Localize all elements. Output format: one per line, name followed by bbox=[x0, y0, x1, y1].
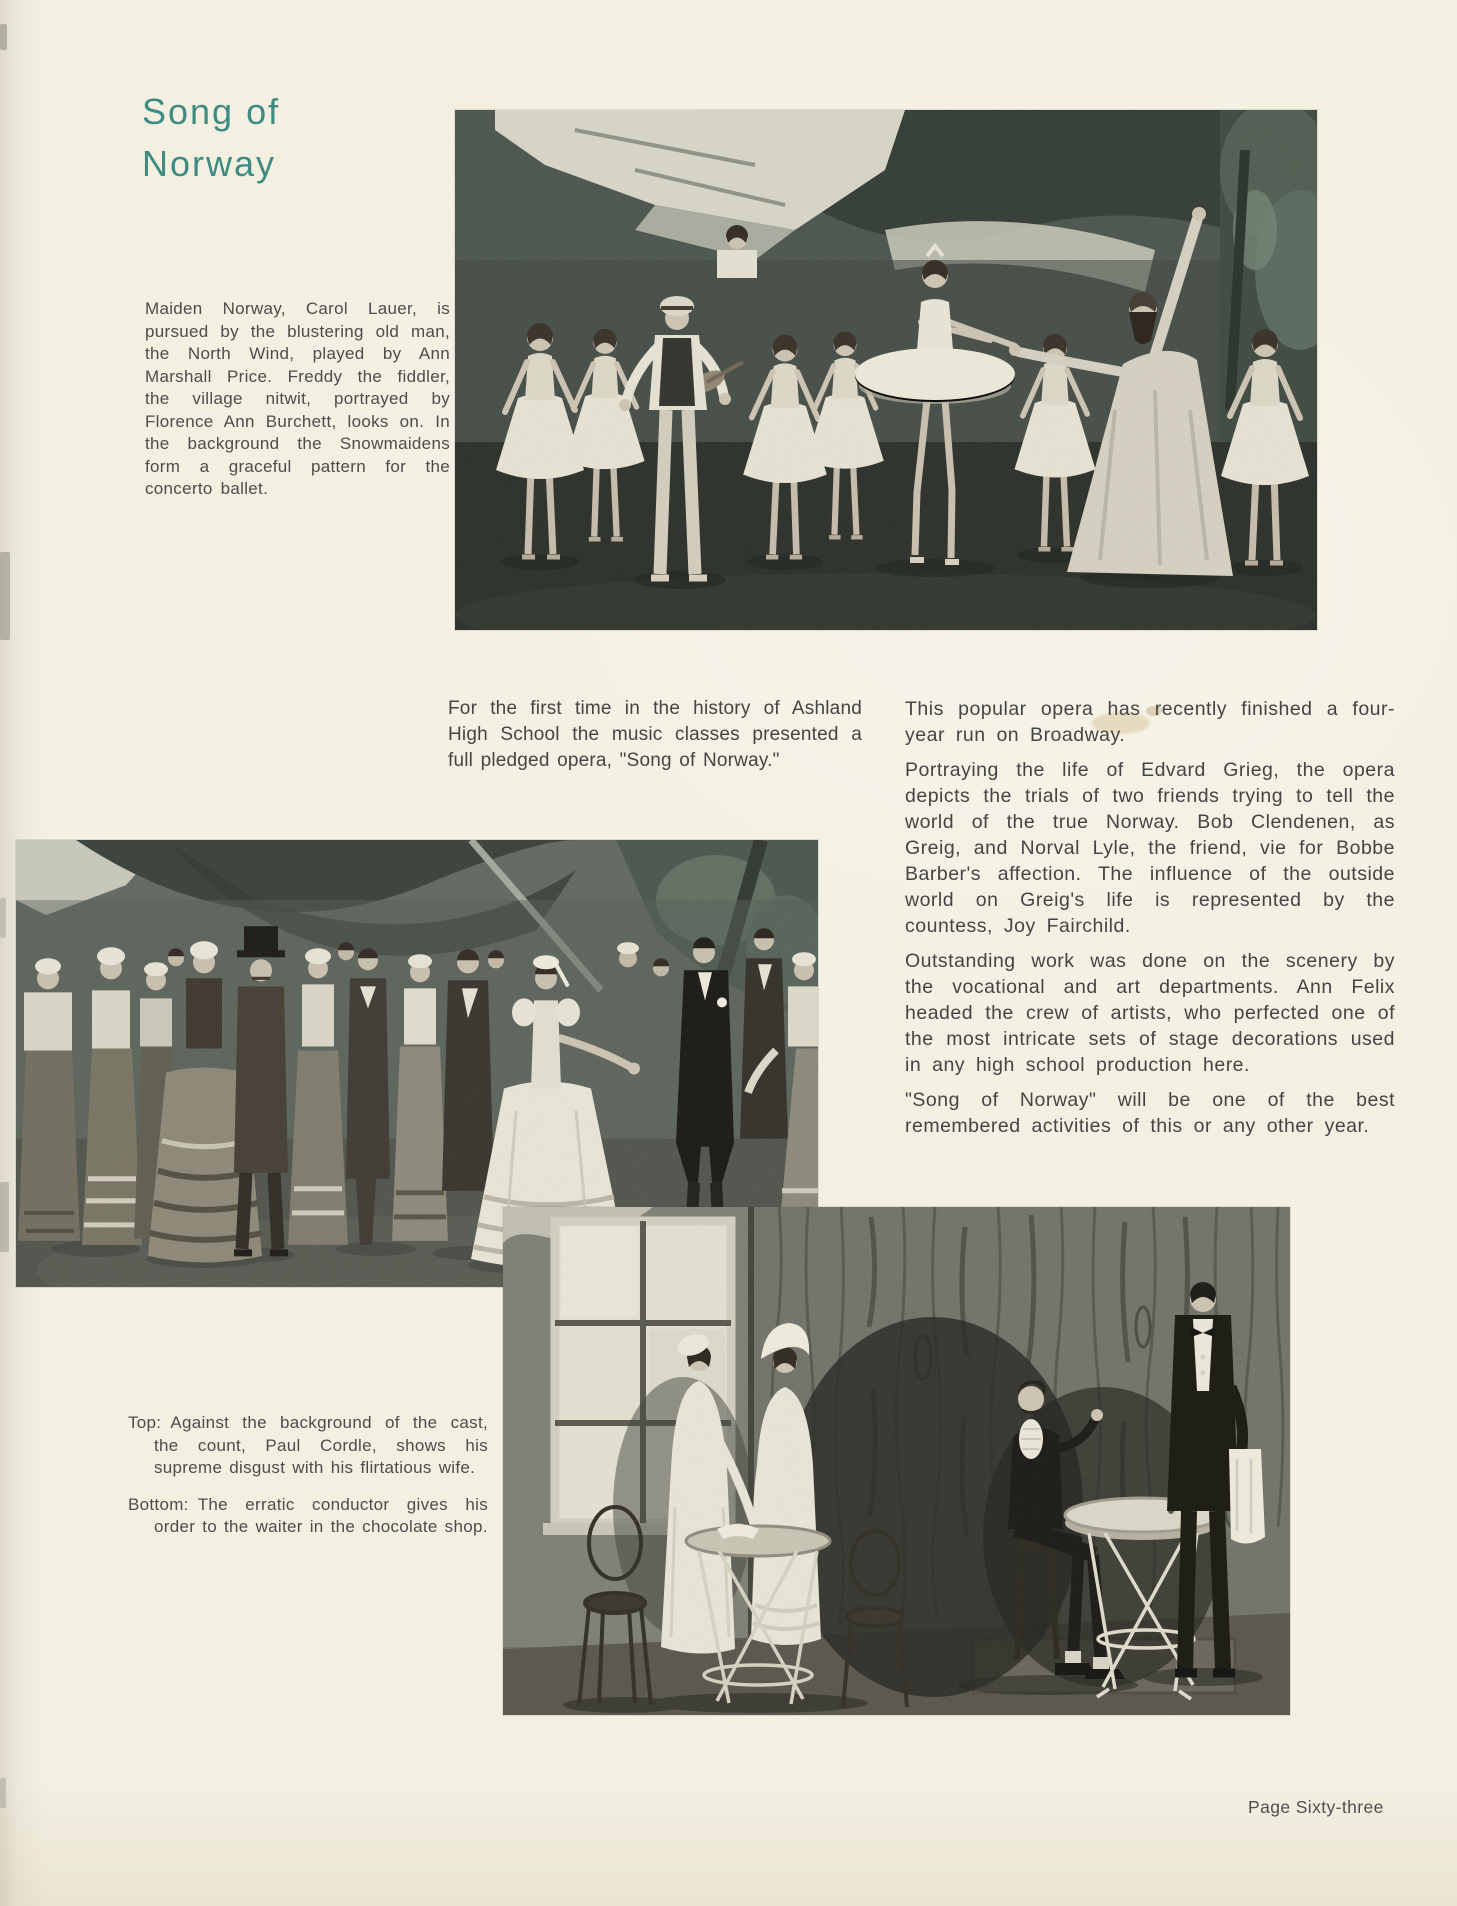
caption-bottom bbox=[128, 1494, 488, 1539]
caption-bottom-text: The erratic conductor gives his order to the waiter in the chocolate shop. bbox=[154, 1494, 488, 1536]
intro-paragraph: For the first time in the history of Ashland High School the music classes presented a full pledged opera, "Song of Norway." bbox=[448, 698, 862, 771]
body-paragraph: "Song of Norway" will be one of the best remembered activities of this or any other year. bbox=[905, 1089, 1395, 1137]
page-number: Page Sixty-three bbox=[1248, 1797, 1384, 1817]
caption-top-text: Against the background of the cast, the count, Paul Cordle, shows his supreme disgust with his flirtatious wife. bbox=[154, 1413, 488, 1477]
caption-top-label: Top: bbox=[128, 1413, 162, 1432]
body-paragraph: Outstanding work was done on the scenery by the vocational and art departments. Ann Felix headed the crew of artists, who perfected one of the most intricate sets of stage decorations used in any high school production here. bbox=[905, 950, 1395, 1076]
gutter-mark bbox=[0, 1182, 9, 1252]
ballet-photo-caption: Maiden Norway, Carol Lauer, is pursued by the blustering old man, the North Wind, played by Ann Marshall Price. Freddy the fiddler, the village nitwit, portrayed by Florence Ann Burchett, looks on. In the background the Snowmaidens form a graceful pattern for the concerto ballet. bbox=[145, 299, 450, 498]
gutter-mark bbox=[0, 552, 10, 640]
page-title-line2: Norway bbox=[142, 143, 277, 184]
body-paragraph: This popular opera has recently finished a four-year run on Broadway. bbox=[905, 698, 1395, 746]
body-paragraph: Portraying the life of Edvard Grieg, the opera depicts the trials of two friends trying to tell the world of the true Norway. Bob Clendenen, as Greig, and Norval Lyle, the friend, vie for Bobbe Barber's affection. The influence of the outside world on Greig's life is represented by the countess, Joy Fairchild. bbox=[905, 759, 1395, 937]
article-body bbox=[905, 696, 1395, 1148]
photo-captions bbox=[128, 1412, 488, 1553]
caption-bottom-label: Bottom: bbox=[128, 1494, 189, 1514]
top-photo-ballet-scene bbox=[455, 110, 1317, 630]
gutter-mark bbox=[0, 898, 6, 938]
page-title-line1: Song of bbox=[142, 91, 281, 132]
page-title bbox=[142, 86, 280, 190]
bottom-photo-chocolate-shop-scene bbox=[503, 1207, 1290, 1715]
gutter-mark bbox=[0, 24, 7, 50]
caption-top bbox=[128, 1412, 488, 1480]
gutter-mark bbox=[0, 1778, 6, 1808]
